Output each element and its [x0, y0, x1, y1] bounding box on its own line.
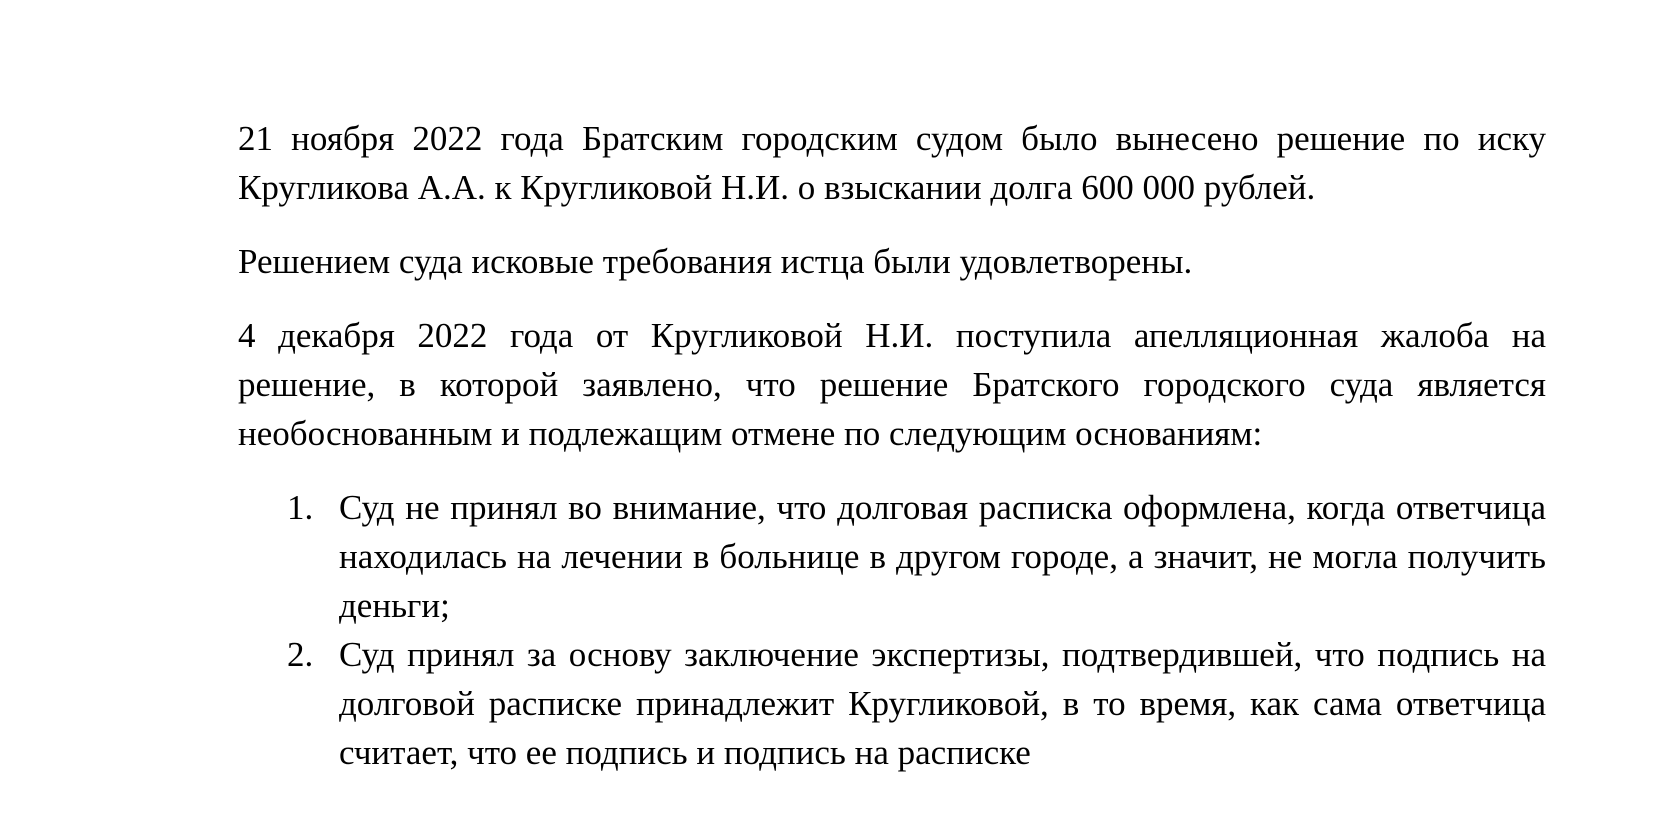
appeal-reason-item	[238, 483, 1546, 630]
appeal-reason-item	[238, 630, 1546, 777]
paragraph-appeal: 4 декабря 2022 года от Кругликовой Н.И. поступила апелляционная жалоба на решение, в которой заявлено, что решение Братского городского суда является необоснованным и подлежащим отмене по следующим основаниям:	[238, 316, 1546, 453]
appeal-reasons-list	[238, 483, 1546, 777]
paragraph-claims-satisfied: Решением суда исковые требования истца были удовлетворены.	[238, 242, 1193, 281]
list-item-text: Суд не принял во внимание, что долговая расписка оформлена, когда ответчица находилась на лечении в больнице в другом городе, а значит, не могла получить деньги;	[339, 488, 1546, 625]
list-number: 1.	[287, 488, 314, 527]
list-number: 2.	[287, 635, 314, 674]
document-body	[238, 114, 1546, 777]
list-item-text: Суд принял за основу заключение экспертизы, подтвердившей, что подпись на долговой расписке принадлежит Кругликовой, в то время, как сама ответчица считает, что ее подпись и подпись на расписке	[339, 635, 1546, 772]
paragraph-court-decision: 21 ноября 2022 года Братским городским судом было вынесено решение по иску Кругликова А.А. к Кругликовой Н.И. о взыскании долга 600 000 рублей.	[238, 119, 1546, 207]
